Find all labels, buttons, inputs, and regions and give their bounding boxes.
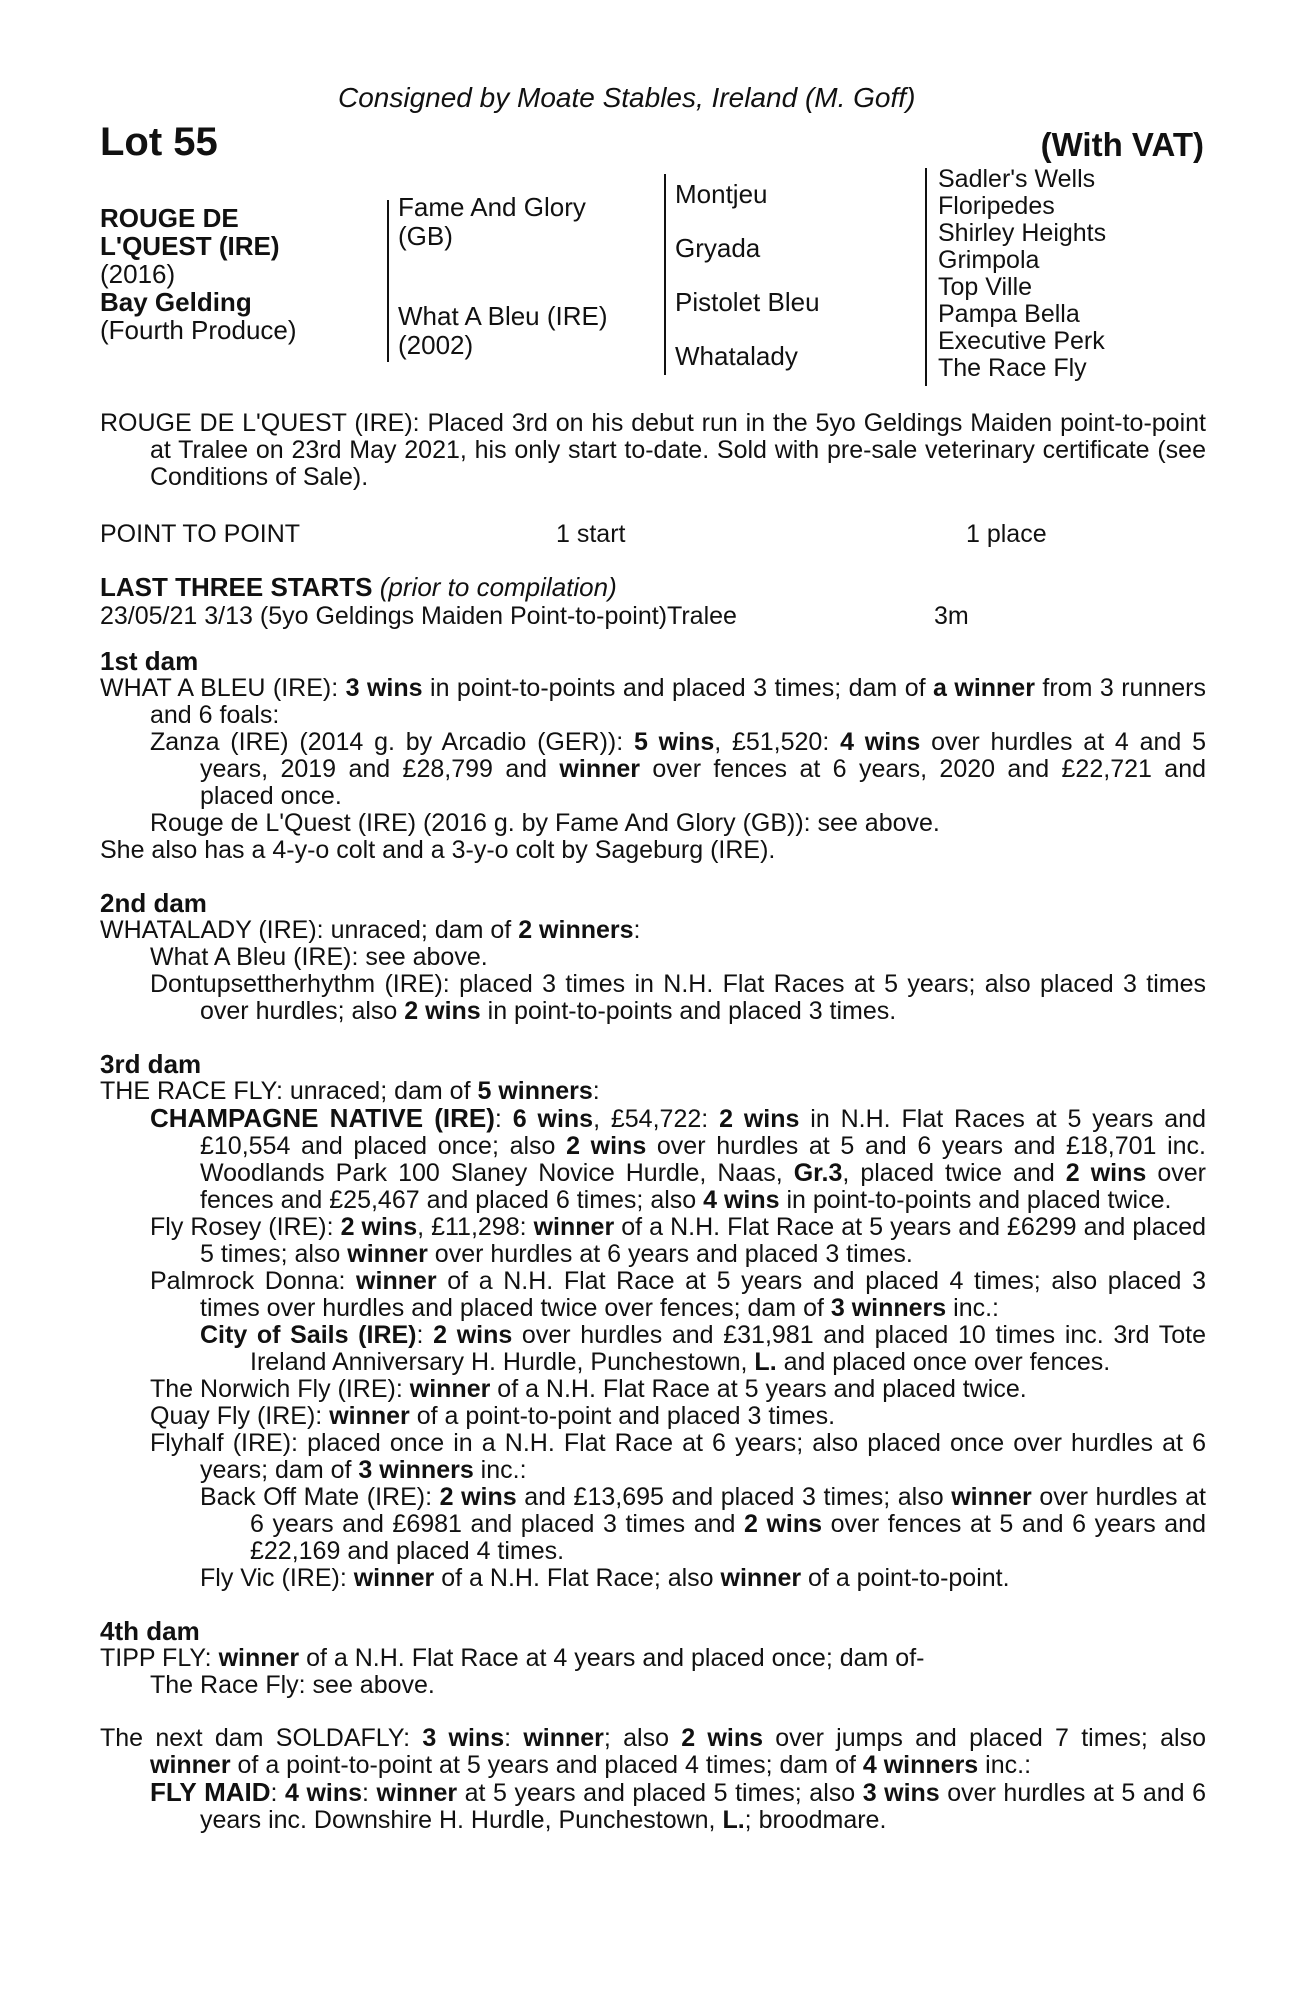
pedigree-g2-2: Gryada [675, 233, 761, 263]
dam-year: (2002) [398, 330, 474, 360]
pedigree-g3-2: Floripedes [938, 192, 1055, 220]
pedigree-g3-6: Pampa Bella [938, 300, 1080, 328]
dam1-heading: 1st dam [100, 646, 199, 676]
last-three-distance: 3m [934, 602, 969, 630]
pedigree-divider-1 [387, 200, 389, 362]
intro-section [100, 410, 1206, 491]
next-dam-summary: The next dam SOLDAFLY: 3 wins: winner; also 2 wins over jumps and placed 7 times; also winner of a point-to-point at 5 years and placed 4 times; dam of 4 winners inc.: [100, 1724, 1207, 1779]
dam3-progeny-flyrosey: Fly Rosey (IRE): 2 wins, £11,298: winner of a N.H. Flat Race at 5 years and £6299 and placed 5 times; also winner over hurdles at 6 years and placed 3 times. [150, 1213, 1207, 1268]
pedigree-divider-2 [664, 174, 666, 375]
record-places: 1 place [966, 520, 1047, 548]
pedigree-g2-3: Pistolet Bleu [675, 287, 820, 317]
dam2-progeny-whatableu: What A Bleu (IRE): see above. [150, 943, 488, 971]
dam3-grandprogeny-backoffmate: Back Off Mate (IRE): 2 wins and £13,695 and placed 3 times; also winner over hurdles at 6 years and £6981 and placed 3 times and 2 wins over fences at 5 and 6 years and £22,169 and placed 4 times. [200, 1483, 1206, 1565]
horse-name-line2: L'QUEST (IRE) [100, 231, 280, 261]
dam3-progeny-palmrock: Palmrock Donna: winner of a N.H. Flat Race at 5 years and placed 4 times; also placed 3 times over hurdles and placed twice over fences; dam of 3 winners inc.: [150, 1267, 1206, 1322]
pedigree-dam [398, 302, 608, 360]
sire-name: Fame And Glory [398, 192, 586, 222]
dam4-progeny-racefly: The Race Fly: see above. [150, 1671, 435, 1699]
horse-name-line1: ROUGE DE [100, 203, 239, 233]
vat-label: (With VAT) [1040, 126, 1204, 163]
dam4-heading: 4th dam [100, 1616, 200, 1646]
dam3-progeny-flyhalf: Flyhalf (IRE): placed once in a N.H. Flat Race at 6 years; also placed once over hurdles at 6 years; dam of 3 winners inc.: [150, 1429, 1206, 1484]
dam4-summary: TIPP FLY: winner of a N.H. Flat Race at 4 years and placed once; dam of- [100, 1644, 925, 1672]
next-dam-progeny-flymaid: FLY MAID: 4 wins: winner at 5 years and placed 5 times; also 3 wins over hurdles at 5 and 6 years inc. Downshire H. Hurdle, Punchestown, L.; broodmare. [150, 1777, 1206, 1834]
pedigree-divider-3 [925, 168, 927, 386]
dam-name: What A Bleu (IRE) [398, 301, 608, 331]
pedigree-sire [398, 193, 586, 251]
last-three-heading: LAST THREE STARTS [100, 572, 373, 602]
consignor-line: Consigned by Moate Stables, Ireland (M. Goff) [338, 82, 916, 113]
dam3-summary: THE RACE FLY: unraced; dam of 5 winners: [100, 1077, 600, 1105]
pedigree-g2-4: Whatalady [675, 341, 798, 371]
dam3-progeny-quayfly: Quay Fly (IRE): winner of a point-to-point and placed 3 times. [150, 1402, 836, 1430]
dam1-summary: WHAT A BLEU (IRE): 3 wins in point-to-points and placed 3 times; dam of a winner from 3 runners and 6 foals: [100, 674, 1206, 729]
dam3-grandprogeny-flyvic: Fly Vic (IRE): winner of a N.H. Flat Race; also winner of a point-to-point. [200, 1564, 1010, 1592]
horse-sex: Bay Gelding [100, 287, 252, 317]
dam1-note: She also has a 4-y-o colt and a 3-y-o colt by Sageburg (IRE). [100, 836, 776, 864]
last-three-note: (prior to compilation) [379, 572, 617, 602]
dam3-grandprogeny-cityofsails: City of Sails (IRE): 2 wins over hurdles and £31,981 and placed 10 times inc. 3rd Tote Ireland Anniversary H. Hurdle, Punchestown, L. and placed once over fences. [200, 1321, 1206, 1376]
pedigree-g3-4: Grimpola [938, 246, 1040, 274]
dam2-summary: WHATALADY (IRE): unraced; dam of 2 winners: [100, 916, 641, 944]
dam2-progeny-dontupset: Dontupsettherhythm (IRE): placed 3 times in N.H. Flat Races at 5 years; also placed 3 times over hurdles; also 2 wins in point-to-points and placed 3 times. [150, 970, 1206, 1025]
dam3-progeny-champagne: CHAMPAGNE NATIVE (IRE): 6 wins, £54,722: 2 wins in N.H. Flat Races at 5 years and £10,554 and placed once; also 2 wins over hurdles at 5 and 6 years and £18,701 inc. Woodlands Park 100 Slaney Novice Hurdle, Naas, Gr.3, placed twice and 2 wins over fences and £25,467 and placed 6 times; also 4 wins in point-to-points and placed twice. [150, 1103, 1206, 1214]
pedigree-g3-7: Executive Perk [938, 327, 1105, 355]
dam1-progeny-zanza: Zanza (IRE) (2014 g. by Arcadio (GER)): 5 wins, £51,520: 4 wins over hurdles at 4 and 5 years, 2019 and £28,799 and winner over fences at 6 years, 2020 and £22,721 and placed once. [150, 728, 1207, 810]
last-three-heading-row [100, 572, 617, 603]
horse-produce: (Fourth Produce) [100, 315, 297, 345]
pedigree-g3-3: Shirley Heights [938, 219, 1107, 247]
dam3-heading: 3rd dam [100, 1049, 202, 1079]
dam3-progeny-norwichfly: The Norwich Fly (IRE): winner of a N.H. Flat Race at 5 years and placed twice. [150, 1375, 1027, 1403]
dam-sections [100, 626, 1206, 1834]
record-starts: 1 start [556, 520, 626, 548]
pedigree-g3-8: The Race Fly [938, 354, 1087, 382]
record-label: POINT TO POINT [100, 520, 301, 548]
horse-year: (2016) [100, 259, 176, 289]
lot-number: Lot 55 [100, 120, 218, 164]
dam1-progeny-rouge: Rouge de L'Quest (IRE) (2016 g. by Fame And Glory (GB)): see above. [150, 809, 940, 837]
pedigree-g3-5: Top Ville [938, 273, 1033, 301]
horse-identity [100, 204, 297, 344]
dam2-heading: 2nd dam [100, 888, 207, 918]
pedigree-g2-1: Montjeu [675, 179, 768, 209]
intro-paragraph: ROUGE DE L'QUEST (IRE): Placed 3rd on his debut run in the 5yo Geldings Maiden point-to-point at Tralee on 23rd May 2021, his only start to-date. Sold with pre-sale veterinary certificate (see Conditions of Sale). [100, 409, 1206, 491]
pedigree-g3-1: Sadler's Wells [938, 165, 1096, 193]
sire-origin: (GB) [398, 221, 453, 251]
last-three-entry: 23/05/21 3/13 (5yo Geldings Maiden Point-to-point)Tralee [100, 602, 737, 630]
